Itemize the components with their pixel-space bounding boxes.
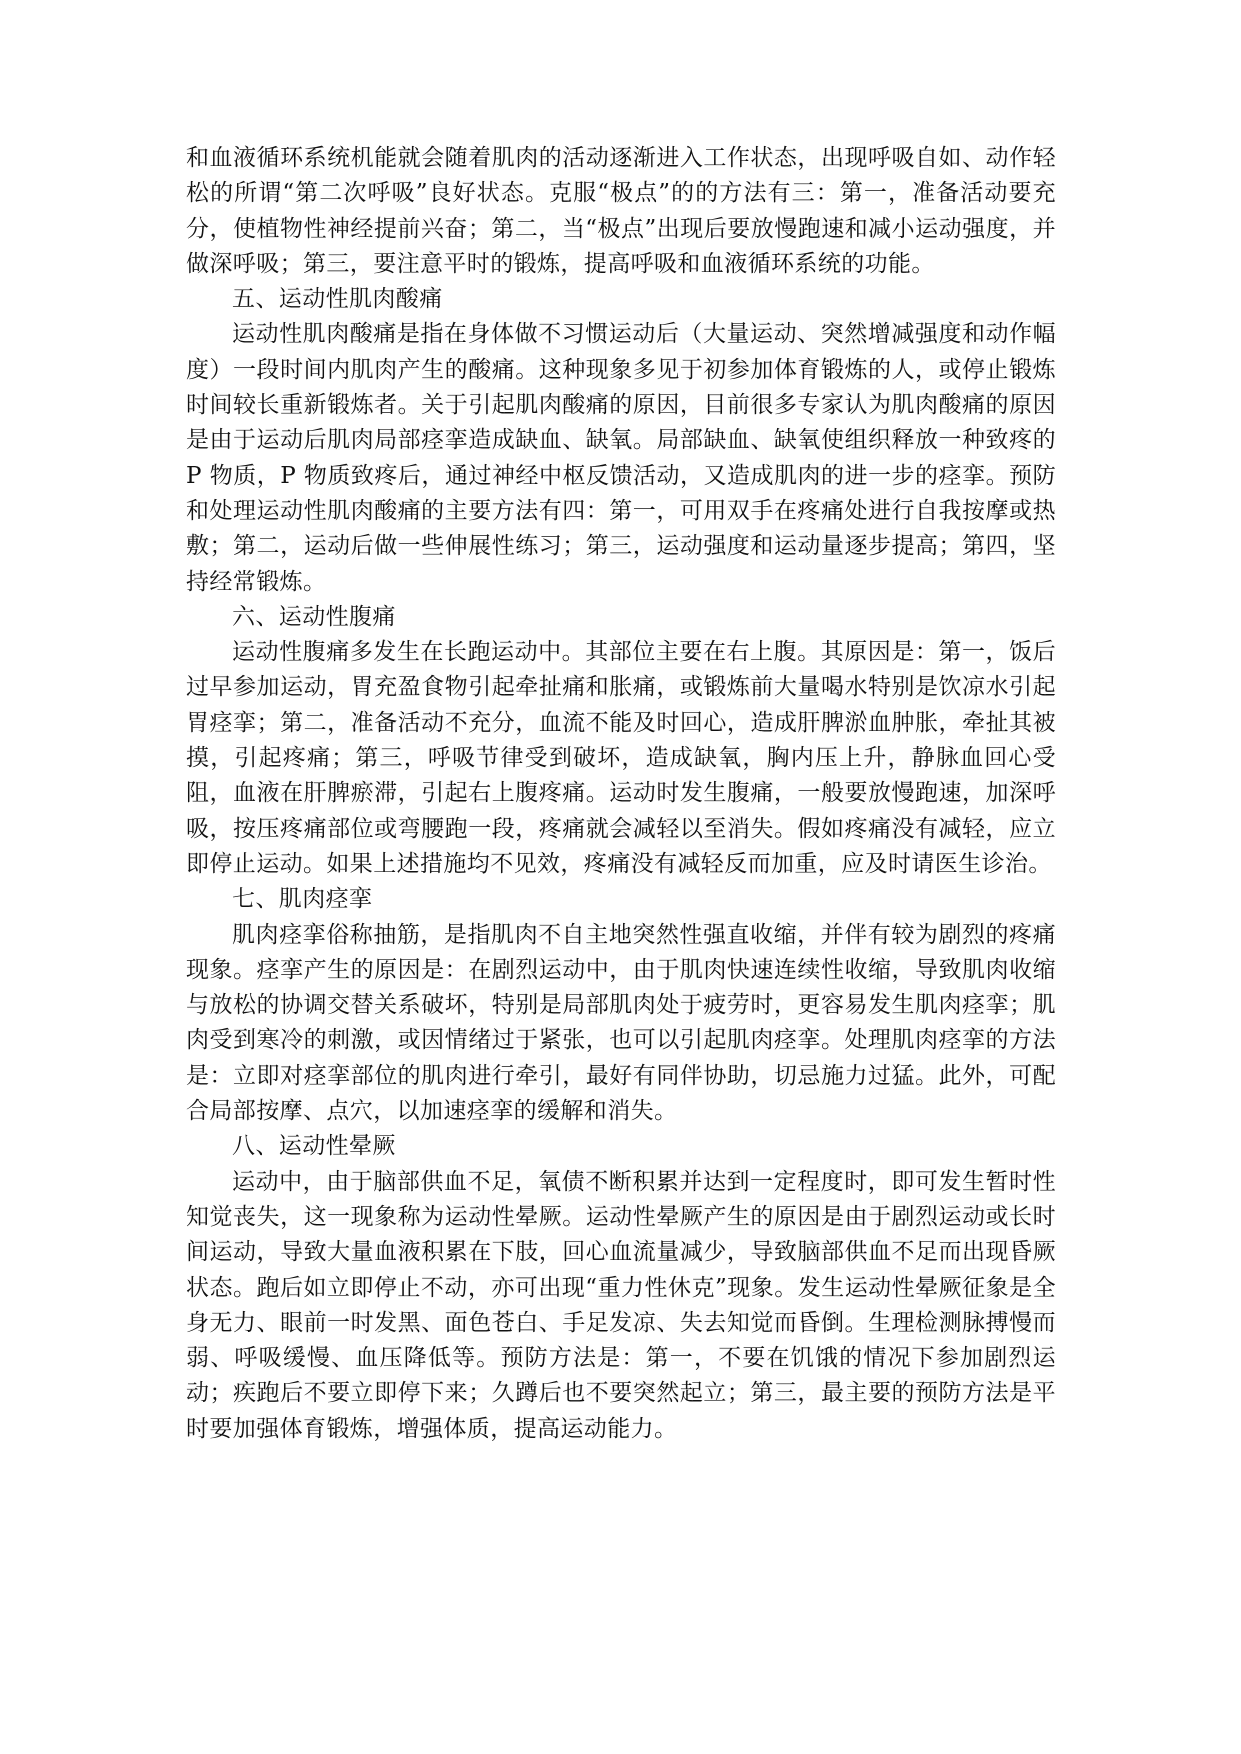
- section-heading-abdominal-pain: 六、运动性腹痛: [232, 603, 396, 630]
- paragraph-breathing-continuation: 和血液循环系统机能就会随着肌肉的活动逐渐进入工作状态，出现呼吸自如、动作轻松的所谓“第二次呼吸”良好状态。克服“极点”的的方法有三：第一，准备活动要充分，使植物性神经提前兴奋；第二，当“极点”出现后要放慢跑速和减小运动强度，并做深呼吸；第三，要注意平时的锻炼，提高呼吸和血液循环系统的功能。: [186, 145, 1056, 277]
- section-heading-muscle-cramp: 七、肌肉痉挛: [232, 886, 373, 913]
- paragraph-muscle-cramp: 肌肉痉挛俗称抽筋，是指肌肉不自主地突然性强直收缩，并伴有较为剧烈的疼痛现象。痉挛产生的原因是：在剧烈运动中，由于肌肉快速连续性收缩，导致肌肉收缩与放松的协调交替关系破坏，特别是局部肌肉处于疲劳时，更容易发生肌肉痉挛；肌肉受到寒冷的刺激，或因情绪过于紧张，也可以引起肌肉痉挛。处理肌肉痉挛的方法是：立即对痉挛部位的肌肉进行牵引，最好有同伴协助，切忌施力过猛。此外，可配合局部按摩、点穴，以加速痉挛的缓解和消失。: [186, 921, 1056, 1125]
- paragraph-syncope: 运动中，由于脑部供血不足，氧债不断积累并达到一定程度时，即可发生暂时性知觉丧失，这一现象称为运动性晕厥。运动性晕厥产生的原因是由于剧烈运动或长时间运动，导致大量血液积累在下肢，回心血流量减少，导致脑部供血不足而出现昏厥状态。跑后如立即停止不动，亦可出现“重力性休克”现象。发生运动性晕厥征象是全身无力、眼前一时发黑、面色苍白、手足发凉、失去知觉而昏倒。生理检测脉搏慢而弱、呼吸缓慢、血压降低等。预防方法是：第一，不要在饥饿的情况下参加剧烈运动；疾跑后不要立即停下来；久蹲后也不要突然起立；第三，最主要的预防方法是平时要加强体育锻炼，增强体质，提高运动能力。: [186, 1168, 1056, 1442]
- document-page: [186, 141, 1056, 1447]
- paragraph-muscle-soreness: 运动性肌肉酸痛是指在身体做不习惯运动后（大量运动、突然增减强度和动作幅度）一段时间内肌肉产生的酸痛。这种现象多见于初参加体育锻炼的人，或停止锻炼时间较长重新锻炼者。关于引起肌肉酸痛的原因，目前很多专家认为肌肉酸痛的原因是由于运动后肌肉局部痉挛造成缺血、缺氧。局部缺血、缺氧使组织释放一种致疼的 P 物质，P 物质致疼后，通过神经中枢反馈活动，又造成肌肉的进一步的痉挛。预防和处理运动性肌肉酸痛的主要方法有四：第一，可用双手在疼痛处进行自我按摩或热敷；第二，运动后做一些伸展性练习；第三，运动强度和运动量逐步提高；第四，坚持经常锻炼。: [186, 321, 1056, 595]
- section-heading-syncope: 八、运动性晕厥: [232, 1133, 396, 1160]
- paragraph-abdominal-pain: 运动性腹痛多发生在长跑运动中。其部位主要在右上腹。其原因是：第一，饭后过早参加运动，胃充盈食物引起牵扯痛和胀痛，或锻炼前大量喝水特别是饮凉水引起胃痉挛；第二，准备活动不充分，血流不能及时回心，造成肝脾淤血肿胀，牵扯其被摸，引起疼痛；第三，呼吸节律受到破坏，造成缺氧，胸内压上升，静脉血回心受阻，血液在肝脾瘀滞，引起右上腹疼痛。运动时发生腹痛，一般要放慢跑速，加深呼吸，按压疼痛部位或弯腰跑一段，疼痛就会减轻以至消失。假如疼痛没有减轻，应立即停止运动。如果上述措施均不见效，疼痛没有减轻反而加重，应及时请医生诊治。: [186, 639, 1056, 877]
- section-heading-muscle-soreness: 五、运动性肌肉酸痛: [232, 286, 443, 313]
